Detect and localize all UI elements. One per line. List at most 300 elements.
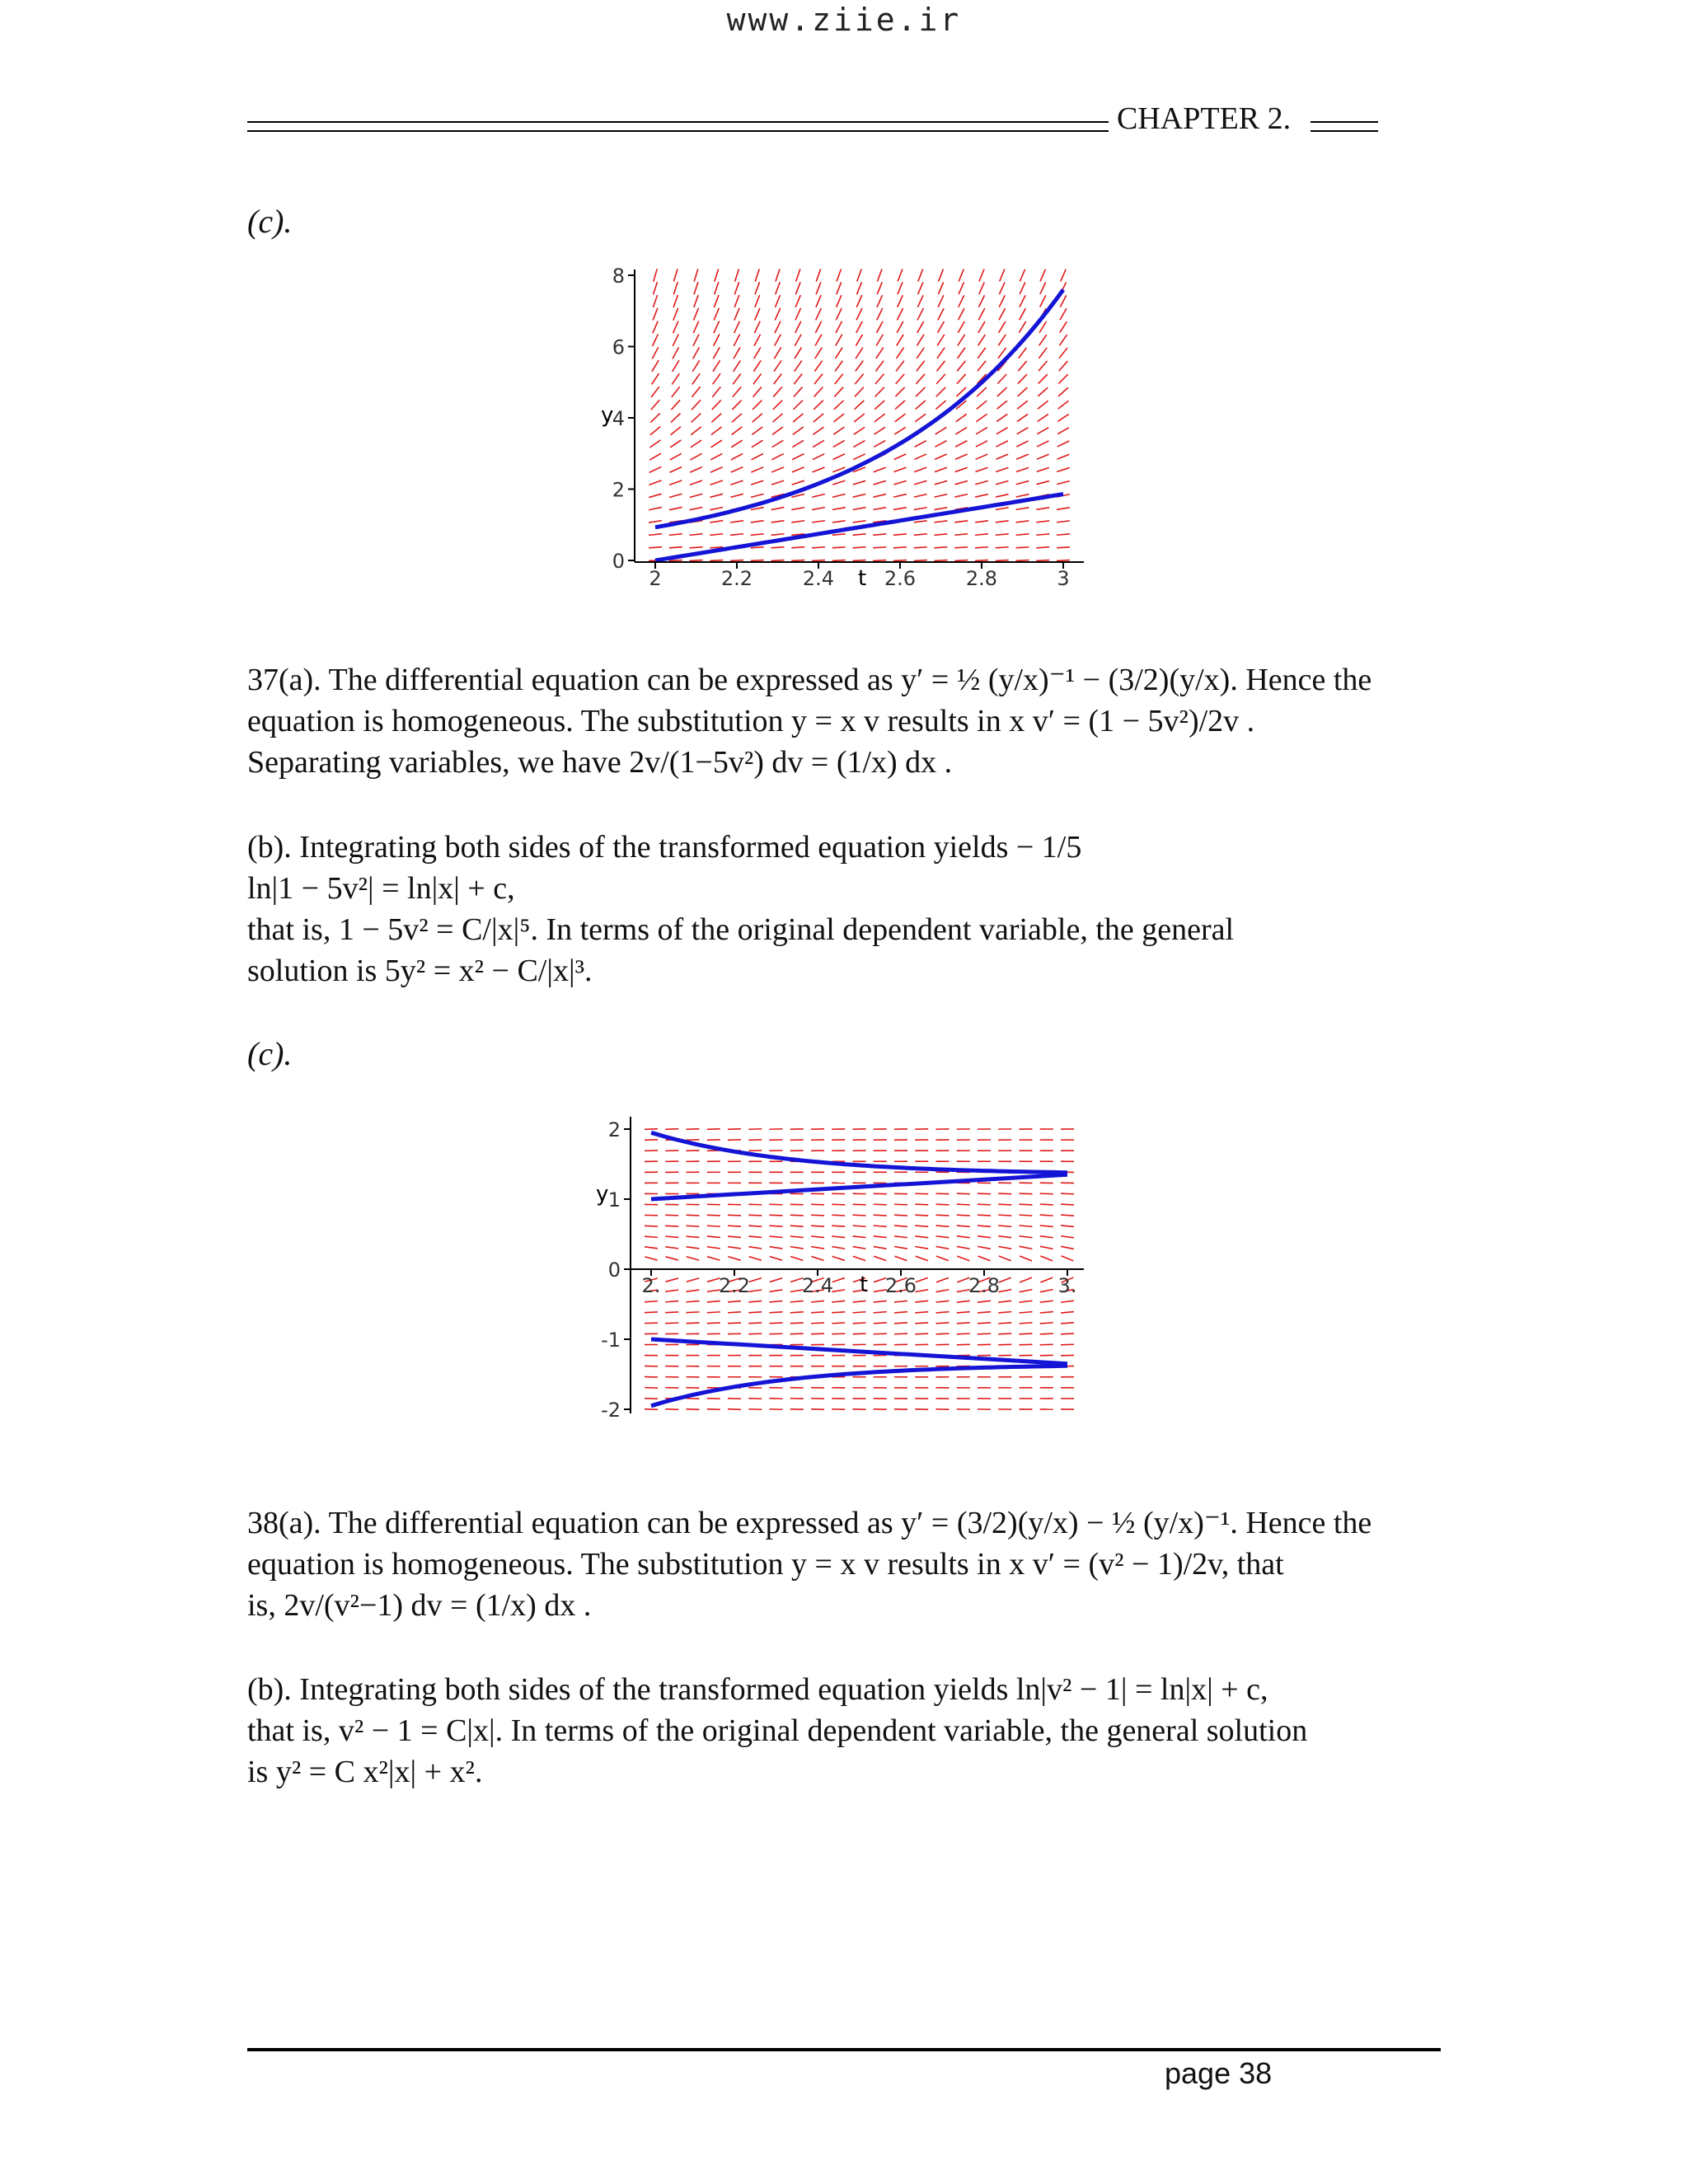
field-arrow bbox=[999, 295, 1005, 307]
field-arrow bbox=[1058, 387, 1068, 396]
field-arrow bbox=[833, 454, 845, 460]
field-arrow bbox=[1057, 467, 1069, 471]
field-arrow bbox=[1020, 1333, 1033, 1334]
field-arrow bbox=[853, 480, 865, 485]
field-arrow bbox=[832, 534, 846, 536]
field-arrow bbox=[691, 440, 701, 448]
field-arrow bbox=[895, 387, 904, 396]
field-arrow bbox=[978, 1312, 991, 1313]
field-arrow bbox=[1040, 1204, 1053, 1205]
field-arrow bbox=[957, 1215, 970, 1216]
field-arrow bbox=[836, 308, 842, 320]
field-arrow bbox=[755, 269, 759, 281]
field-arrow bbox=[936, 1277, 949, 1282]
field-arrow bbox=[792, 440, 804, 447]
field-arrow bbox=[936, 1204, 950, 1205]
field-arrow bbox=[649, 453, 661, 460]
field-arrow bbox=[790, 1236, 804, 1238]
field-arrow bbox=[752, 454, 763, 460]
x-tick-label: 2.2 bbox=[720, 567, 753, 590]
field-arrow bbox=[894, 427, 905, 434]
field-arrow bbox=[1017, 428, 1029, 434]
field-arrow bbox=[1040, 1246, 1053, 1249]
field-arrow bbox=[873, 494, 886, 498]
field-arrow bbox=[770, 1247, 783, 1249]
field-arrow bbox=[692, 387, 700, 396]
field-arrow bbox=[1057, 560, 1070, 561]
problem-37-b-line-4: solution is 5y² = x² − C/|x|³. bbox=[247, 954, 593, 988]
field-arrow bbox=[710, 521, 723, 523]
field-arrow bbox=[792, 480, 804, 485]
solution-curve-3 bbox=[651, 1339, 1067, 1364]
field-arrow bbox=[935, 534, 948, 535]
field-arrow bbox=[1036, 508, 1049, 510]
field-arrow bbox=[937, 335, 945, 346]
field-arrow bbox=[735, 269, 739, 281]
field-arrow bbox=[832, 1247, 845, 1249]
field-arrow bbox=[772, 414, 782, 422]
field-arrow bbox=[1020, 1215, 1033, 1216]
axis-ticks-1 bbox=[612, 265, 1070, 590]
field-arrow bbox=[1016, 441, 1028, 447]
field-arrow bbox=[754, 347, 761, 359]
field-arrow bbox=[1016, 467, 1029, 471]
field-arrow bbox=[1040, 1301, 1053, 1302]
field-arrow bbox=[795, 361, 802, 372]
field-arrow bbox=[665, 1290, 678, 1291]
field-arrow bbox=[998, 1193, 1011, 1194]
field-arrow bbox=[978, 1236, 991, 1238]
field-arrow bbox=[876, 335, 883, 346]
field-arrow bbox=[707, 1215, 720, 1216]
solution-curve-4 bbox=[651, 1366, 1067, 1406]
y-tick-label: 8 bbox=[612, 265, 625, 288]
field-arrow bbox=[1017, 401, 1028, 409]
field-arrow bbox=[1040, 295, 1046, 307]
field-arrow bbox=[673, 347, 679, 359]
field-arrow bbox=[832, 521, 846, 523]
field-arrow bbox=[691, 427, 701, 435]
field-arrow bbox=[713, 347, 720, 359]
field-arrow bbox=[977, 387, 987, 396]
field-arrow bbox=[816, 269, 820, 281]
field-arrow bbox=[812, 508, 825, 510]
field-arrow bbox=[916, 1256, 928, 1260]
field-arrow bbox=[975, 467, 987, 471]
field-arrow bbox=[916, 387, 925, 396]
field-arrow bbox=[734, 347, 740, 359]
field-arrow bbox=[914, 560, 927, 561]
field-arrow bbox=[954, 494, 968, 497]
field-arrow bbox=[687, 1301, 700, 1302]
field-arrow bbox=[665, 1247, 678, 1249]
field-arrow bbox=[853, 547, 866, 548]
field-arrow bbox=[996, 481, 1008, 485]
field-arrow bbox=[935, 401, 945, 409]
x-tick-label: 2.8 bbox=[968, 1274, 1001, 1297]
field-arrow bbox=[669, 547, 682, 548]
field-arrow bbox=[771, 480, 784, 485]
field-arrow bbox=[775, 335, 781, 346]
field-arrow bbox=[771, 547, 785, 548]
field-arrow bbox=[1061, 1323, 1074, 1324]
field-arrow bbox=[853, 454, 865, 460]
field-arrow bbox=[811, 1301, 824, 1302]
field-arrow bbox=[935, 508, 948, 510]
field-arrow bbox=[874, 441, 885, 448]
field-arrow bbox=[645, 1301, 658, 1302]
field-arrow bbox=[753, 401, 762, 410]
field-arrow bbox=[1020, 1290, 1033, 1292]
field-arrow bbox=[752, 427, 762, 435]
field-arrow bbox=[795, 335, 801, 346]
field-arrow bbox=[835, 348, 842, 359]
field-arrow bbox=[814, 374, 823, 384]
field-arrow bbox=[917, 295, 923, 307]
field-arrow bbox=[753, 414, 762, 423]
field-arrow bbox=[693, 334, 699, 345]
field-arrow bbox=[832, 1215, 845, 1216]
field-arrow bbox=[855, 387, 864, 397]
field-arrow bbox=[976, 454, 988, 459]
field-arrow bbox=[669, 560, 682, 561]
field-arrow bbox=[728, 1257, 740, 1261]
field-arrow bbox=[936, 1290, 950, 1292]
field-arrow bbox=[998, 1246, 1011, 1249]
field-arrow bbox=[653, 334, 659, 345]
field-arrow bbox=[853, 560, 866, 561]
field-arrow bbox=[687, 1409, 700, 1410]
field-arrow bbox=[731, 467, 743, 472]
field-arrow bbox=[1040, 1236, 1053, 1238]
x-tick-label: 2.8 bbox=[965, 567, 998, 590]
field-arrow bbox=[957, 1204, 970, 1205]
field-arrow bbox=[1057, 481, 1069, 485]
field-arrow bbox=[955, 428, 967, 434]
field-arrow bbox=[1037, 454, 1049, 459]
field-arrow bbox=[999, 308, 1006, 320]
field-arrow bbox=[978, 308, 985, 320]
field-arrow bbox=[752, 440, 763, 447]
field-arrow bbox=[707, 1236, 720, 1237]
field-arrow bbox=[853, 1301, 866, 1302]
field-arrow bbox=[665, 1129, 678, 1130]
field-arrow bbox=[1057, 428, 1069, 434]
field-arrow bbox=[1016, 481, 1029, 485]
field-arrow bbox=[728, 1301, 741, 1302]
field-arrow bbox=[730, 494, 743, 497]
field-arrow bbox=[935, 480, 947, 484]
field-arrow bbox=[856, 335, 862, 346]
field-arrow bbox=[954, 560, 968, 561]
field-arrow bbox=[915, 1301, 928, 1302]
field-arrow bbox=[771, 508, 785, 510]
field-arrow bbox=[773, 401, 782, 410]
field-arrow bbox=[728, 1409, 741, 1410]
field-arrow bbox=[748, 1312, 762, 1313]
field-arrow bbox=[1040, 1215, 1053, 1216]
field-arrow bbox=[770, 1290, 783, 1291]
problem-37-part-a bbox=[247, 659, 1372, 783]
field-arrow bbox=[935, 441, 946, 447]
field-arrow bbox=[959, 295, 964, 307]
field-arrow bbox=[649, 494, 661, 497]
field-arrow bbox=[795, 282, 800, 294]
field-arrow bbox=[710, 480, 723, 485]
field-arrow bbox=[915, 1323, 928, 1324]
field-arrow bbox=[957, 374, 966, 384]
field-arrow bbox=[812, 521, 825, 523]
field-arrow bbox=[1057, 521, 1070, 523]
field-arrow bbox=[853, 1256, 865, 1260]
field-arrow bbox=[774, 373, 782, 384]
field-arrow bbox=[855, 401, 865, 410]
field-arrow bbox=[957, 1312, 970, 1313]
field-arrow bbox=[996, 508, 1009, 510]
field-arrow bbox=[874, 1215, 887, 1216]
field-arrow bbox=[936, 1256, 949, 1260]
field-arrow bbox=[1020, 1236, 1033, 1238]
field-arrow bbox=[1039, 335, 1047, 345]
field-arrow bbox=[917, 335, 924, 346]
field-arrow bbox=[665, 1409, 678, 1410]
field-arrow bbox=[734, 335, 739, 346]
field-arrow bbox=[1017, 414, 1028, 421]
field-arrow bbox=[671, 400, 680, 410]
field-arrow bbox=[996, 441, 1008, 447]
page-number: page 38 bbox=[1165, 2056, 1273, 2090]
problem-38-a-line-3: is, 2v/(v²−1) dv = (1/x) dx . bbox=[247, 1588, 592, 1623]
field-arrow bbox=[771, 560, 785, 561]
header-rule-top bbox=[247, 121, 1109, 123]
field-arrow bbox=[853, 1312, 866, 1313]
field-arrow bbox=[832, 480, 845, 485]
field-arrow bbox=[707, 1301, 720, 1302]
field-arrow bbox=[898, 269, 903, 282]
field-arrow bbox=[649, 440, 660, 448]
field-arrow bbox=[873, 508, 886, 510]
field-arrow bbox=[874, 1301, 887, 1302]
x-tick-label: 3. bbox=[1057, 1274, 1077, 1297]
field-arrow bbox=[693, 321, 699, 334]
field-arrow bbox=[687, 1215, 700, 1216]
field-arrow bbox=[915, 1246, 928, 1249]
field-arrow bbox=[651, 387, 659, 397]
field-arrow bbox=[998, 1344, 1011, 1345]
field-arrow bbox=[730, 480, 743, 485]
field-arrow bbox=[832, 1256, 845, 1260]
field-arrow bbox=[645, 1409, 658, 1410]
field-arrow bbox=[936, 1312, 950, 1313]
field-arrow bbox=[694, 295, 699, 307]
field-arrow bbox=[793, 414, 803, 422]
field-arrow bbox=[975, 560, 988, 561]
field-arrow bbox=[853, 1215, 866, 1216]
field-arrow bbox=[649, 480, 661, 485]
field-arrow bbox=[975, 521, 988, 523]
field-arrow bbox=[978, 1204, 991, 1205]
header-rule-right-bottom bbox=[1311, 130, 1378, 132]
field-arrow bbox=[811, 1312, 824, 1313]
field-arrow bbox=[935, 521, 948, 523]
field-arrow bbox=[977, 401, 987, 409]
field-arrow bbox=[795, 321, 801, 333]
field-arrow bbox=[894, 1323, 907, 1324]
field-arrow bbox=[1060, 295, 1066, 307]
field-arrow bbox=[812, 560, 825, 561]
x-tick-label: 2.4 bbox=[802, 567, 835, 590]
field-arrow bbox=[894, 1333, 907, 1334]
field-arrow bbox=[652, 360, 659, 372]
field-arrow bbox=[832, 1301, 845, 1302]
field-arrow bbox=[978, 1323, 991, 1324]
field-arrow bbox=[753, 360, 761, 371]
field-arrow bbox=[936, 1246, 950, 1249]
field-arrow bbox=[938, 295, 944, 307]
field-arrow bbox=[978, 348, 985, 359]
field-arrow bbox=[998, 1236, 1011, 1238]
field-arrow bbox=[1020, 1277, 1032, 1282]
field-arrow bbox=[1061, 1312, 1074, 1313]
field-arrow bbox=[1057, 441, 1069, 447]
field-arrow bbox=[692, 373, 700, 384]
solution-curves-1 bbox=[655, 290, 1063, 561]
field-arrow bbox=[710, 508, 723, 510]
field-arrow bbox=[1036, 534, 1049, 535]
field-arrow bbox=[914, 467, 926, 471]
field-arrow bbox=[748, 1215, 762, 1216]
direction-field-plot-1 bbox=[589, 265, 1084, 595]
field-arrow bbox=[874, 1204, 887, 1205]
field-arrow bbox=[1016, 521, 1029, 523]
field-arrow bbox=[894, 1256, 907, 1260]
field-arrow bbox=[751, 547, 764, 548]
field-arrow bbox=[751, 467, 763, 472]
field-arrow bbox=[796, 269, 800, 281]
problem-38-a-line-1: 38(a). The differential equation can be expressed as y′ = (3/2)(y/x) − ½ (y/x)⁻¹. Hence the bbox=[247, 1506, 1372, 1540]
field-arrow bbox=[893, 508, 907, 510]
field-arrow bbox=[915, 1236, 928, 1238]
field-arrow bbox=[1039, 321, 1046, 333]
field-arrow bbox=[832, 1290, 845, 1292]
field-arrow bbox=[1016, 454, 1029, 459]
field-arrow bbox=[770, 1312, 783, 1313]
field-arrow bbox=[1019, 321, 1025, 333]
field-arrow bbox=[1020, 1193, 1033, 1194]
field-arrow bbox=[894, 1236, 907, 1238]
field-arrow bbox=[690, 480, 702, 485]
field-arrow bbox=[835, 374, 843, 384]
field-arrow bbox=[835, 361, 842, 372]
field-arrow bbox=[1020, 1323, 1033, 1324]
field-arrow bbox=[1016, 534, 1029, 535]
problem-38-part-b bbox=[247, 1669, 1307, 1793]
field-arrow bbox=[1020, 269, 1025, 282]
field-arrow bbox=[791, 508, 804, 510]
field-arrow bbox=[672, 373, 679, 384]
field-arrow bbox=[793, 427, 804, 434]
field-arrow bbox=[645, 1236, 658, 1237]
field-arrow bbox=[755, 295, 760, 307]
field-arrow bbox=[894, 1247, 907, 1249]
field-arrow bbox=[1018, 374, 1027, 384]
field-arrow bbox=[751, 534, 764, 536]
solution-curve-1 bbox=[655, 290, 1063, 527]
field-arrow bbox=[645, 1312, 658, 1313]
field-arrow bbox=[1039, 374, 1048, 383]
field-arrow bbox=[955, 441, 967, 447]
field-arrow bbox=[954, 521, 968, 523]
field-arrow bbox=[690, 560, 703, 561]
field-arrow bbox=[776, 282, 781, 294]
field-arrow bbox=[837, 269, 841, 281]
field-arrow bbox=[958, 348, 965, 359]
field-arrow bbox=[811, 1236, 824, 1238]
field-arrow bbox=[915, 1215, 928, 1216]
field-arrow bbox=[1058, 374, 1067, 383]
field-arrow bbox=[811, 1247, 824, 1249]
field-arrow bbox=[876, 348, 884, 359]
field-arrow bbox=[918, 269, 923, 282]
y-tick-label: 4 bbox=[612, 407, 625, 430]
field-arrow bbox=[732, 427, 743, 435]
field-arrow bbox=[978, 1301, 991, 1302]
field-arrow bbox=[715, 269, 719, 281]
field-arrow bbox=[774, 360, 781, 371]
field-arrow bbox=[694, 282, 698, 294]
field-arrow bbox=[996, 414, 1007, 421]
field-arrow bbox=[1000, 269, 1005, 282]
field-arrow bbox=[836, 335, 842, 346]
field-arrow bbox=[776, 269, 780, 281]
field-arrow bbox=[672, 387, 680, 397]
header-rule-right-top bbox=[1311, 121, 1378, 123]
field-arrow bbox=[649, 467, 662, 473]
x-tick-label: 2.4 bbox=[801, 1274, 834, 1297]
field-arrow bbox=[669, 494, 682, 497]
field-arrow bbox=[957, 1256, 969, 1261]
field-arrow bbox=[897, 335, 903, 346]
field-arrow bbox=[979, 269, 984, 282]
field-arrow bbox=[914, 494, 927, 498]
field-arrow bbox=[997, 374, 1006, 384]
field-arrow bbox=[673, 334, 678, 345]
problem-38-b-line-2: that is, v² − 1 = C|x|. In terms of the original dependent variable, the general solution bbox=[247, 1713, 1308, 1748]
footer-rule bbox=[247, 2048, 1441, 2051]
field-arrow bbox=[854, 441, 865, 448]
field-arrow bbox=[978, 1215, 991, 1216]
problem-38-b-line-3: is y² = C x²|x| + x². bbox=[247, 1755, 483, 1789]
problem-37-part-b bbox=[247, 827, 1234, 991]
field-arrow bbox=[893, 547, 907, 548]
field-arrow bbox=[1039, 348, 1047, 359]
field-arrow bbox=[916, 374, 925, 384]
field-arrow bbox=[811, 1215, 824, 1216]
field-arrow bbox=[816, 308, 822, 321]
field-arrow bbox=[671, 413, 681, 422]
field-arrow bbox=[832, 1312, 845, 1313]
field-arrow bbox=[792, 454, 804, 460]
field-arrow bbox=[893, 480, 906, 485]
field-arrow bbox=[853, 1247, 866, 1249]
field-arrow bbox=[997, 401, 1007, 409]
field-arrow bbox=[734, 308, 739, 321]
field-arrow bbox=[755, 308, 760, 321]
field-arrow bbox=[645, 1257, 657, 1260]
field-arrow bbox=[1061, 1301, 1074, 1302]
field-arrow bbox=[959, 269, 964, 282]
field-arrow bbox=[748, 1409, 762, 1410]
